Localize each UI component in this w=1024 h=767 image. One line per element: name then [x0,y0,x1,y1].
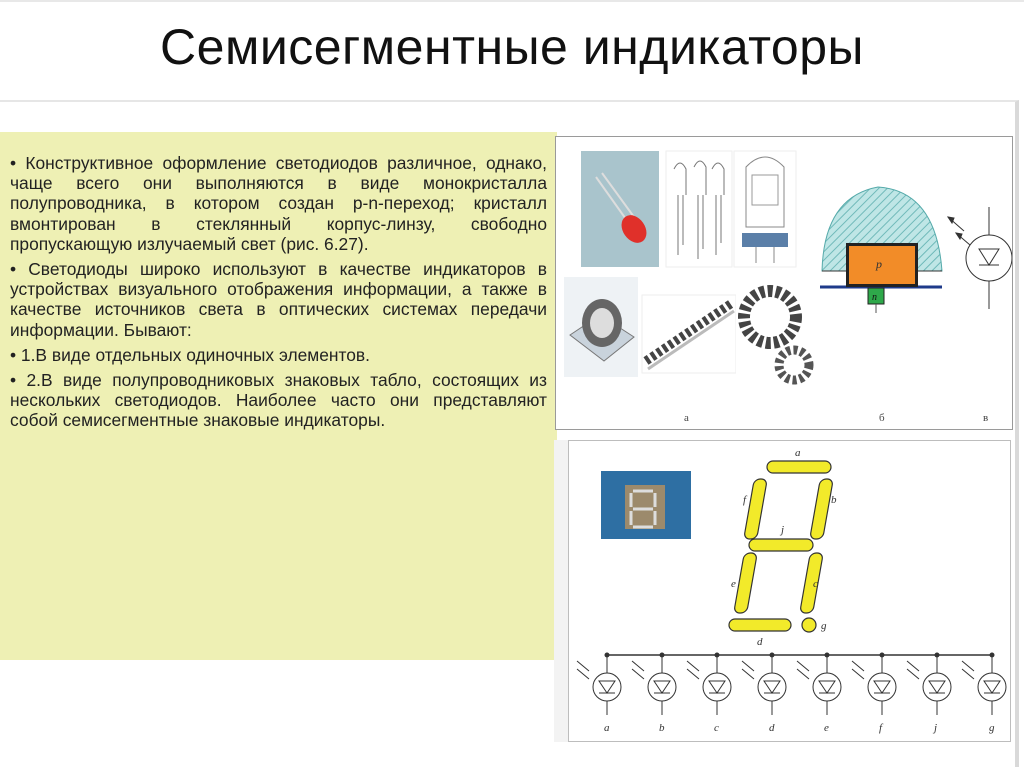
diode-label-5: e [824,722,829,734]
seven-segment-figure [568,440,1011,742]
seven-segment-canvas [569,441,1010,741]
segment-label-d: d [757,636,763,648]
segment-label-c: c [813,578,818,590]
segment-label-a: a [795,447,801,459]
caption-b: б [879,412,885,424]
diode-7 [907,653,951,735]
led-cross-section [820,187,942,313]
bullet-single-elements: • 1.В виде отдельных одиночных элементов. [10,344,371,365]
diode-5 [797,653,841,735]
segment-j [749,539,813,551]
diode-2 [632,653,676,735]
top-divider [0,0,1024,2]
caption-a: а [684,412,689,424]
diode-label-7: j [934,722,938,734]
diode-label-4: d [769,722,775,734]
diode-symbol [948,207,1012,309]
seven-segment-digit [729,461,833,632]
led-rings-photo [736,277,816,389]
segment-label-f: f [743,494,747,506]
led-figure [555,136,1013,430]
led-drawings-photo [666,151,732,267]
led-figure-canvas [556,137,1012,429]
diode-label-8: g [989,722,995,734]
diode-label-1: a [604,722,610,734]
segment-d [729,619,791,631]
diode-1 [577,653,621,735]
clear-led-photo [564,277,638,377]
segment-label-j: j [781,524,785,536]
segment-label-b: b [831,494,837,506]
led-strip-photo [642,295,736,373]
label-n: n [872,292,877,303]
page-title: Семисегментные индикаторы [160,19,864,75]
figure-shadow [554,440,568,742]
indicator-photo [601,471,691,539]
diode-row [577,653,1006,735]
diode-6 [852,653,896,735]
segment-g [802,618,816,632]
diode-label-2: b [659,722,665,734]
segment-label-e: e [731,578,736,590]
bullet-usage: • Светодиоды широко используют в качестве индикаторов в устройствах визуального отображения информации, а также в качестве источников света в оптических системах передачи информации. Бывают: [10,259,547,340]
bullet-list [10,153,547,436]
diode-3 [687,653,731,735]
segment-e [734,553,758,613]
caption-c: в [983,412,989,424]
bullet-sign-boards: • 2.В виде полупроводниковых знаковых табло, состоящих из нескольких светодиодов. Наиболее часто они представляют собой семисегментные знаковые индикаторы. [10,370,547,431]
segment-a [767,461,831,473]
diode-label-6: f [879,722,883,734]
segment-b [810,479,834,539]
segment-c [800,553,824,613]
diode-4 [742,653,786,735]
label-p: p [876,257,882,271]
diode-label-3: c [714,722,719,734]
bullet-construction: • Конструктивное оформление светодиодов различное, однако, чаще всего они выполняются в виде монокристалла полупроводника, в котором создан p-n-переход; кристалл вмонтирован в стеклянный корпус-линзу, свободно пропускающую излучаемый свет (рис. 6.27). [10,153,547,254]
segment-f [744,479,768,539]
red-led-photo [581,151,659,267]
segment-label-g: g [821,620,827,632]
diode-8 [962,653,1006,735]
led-internal-photo [734,151,796,267]
